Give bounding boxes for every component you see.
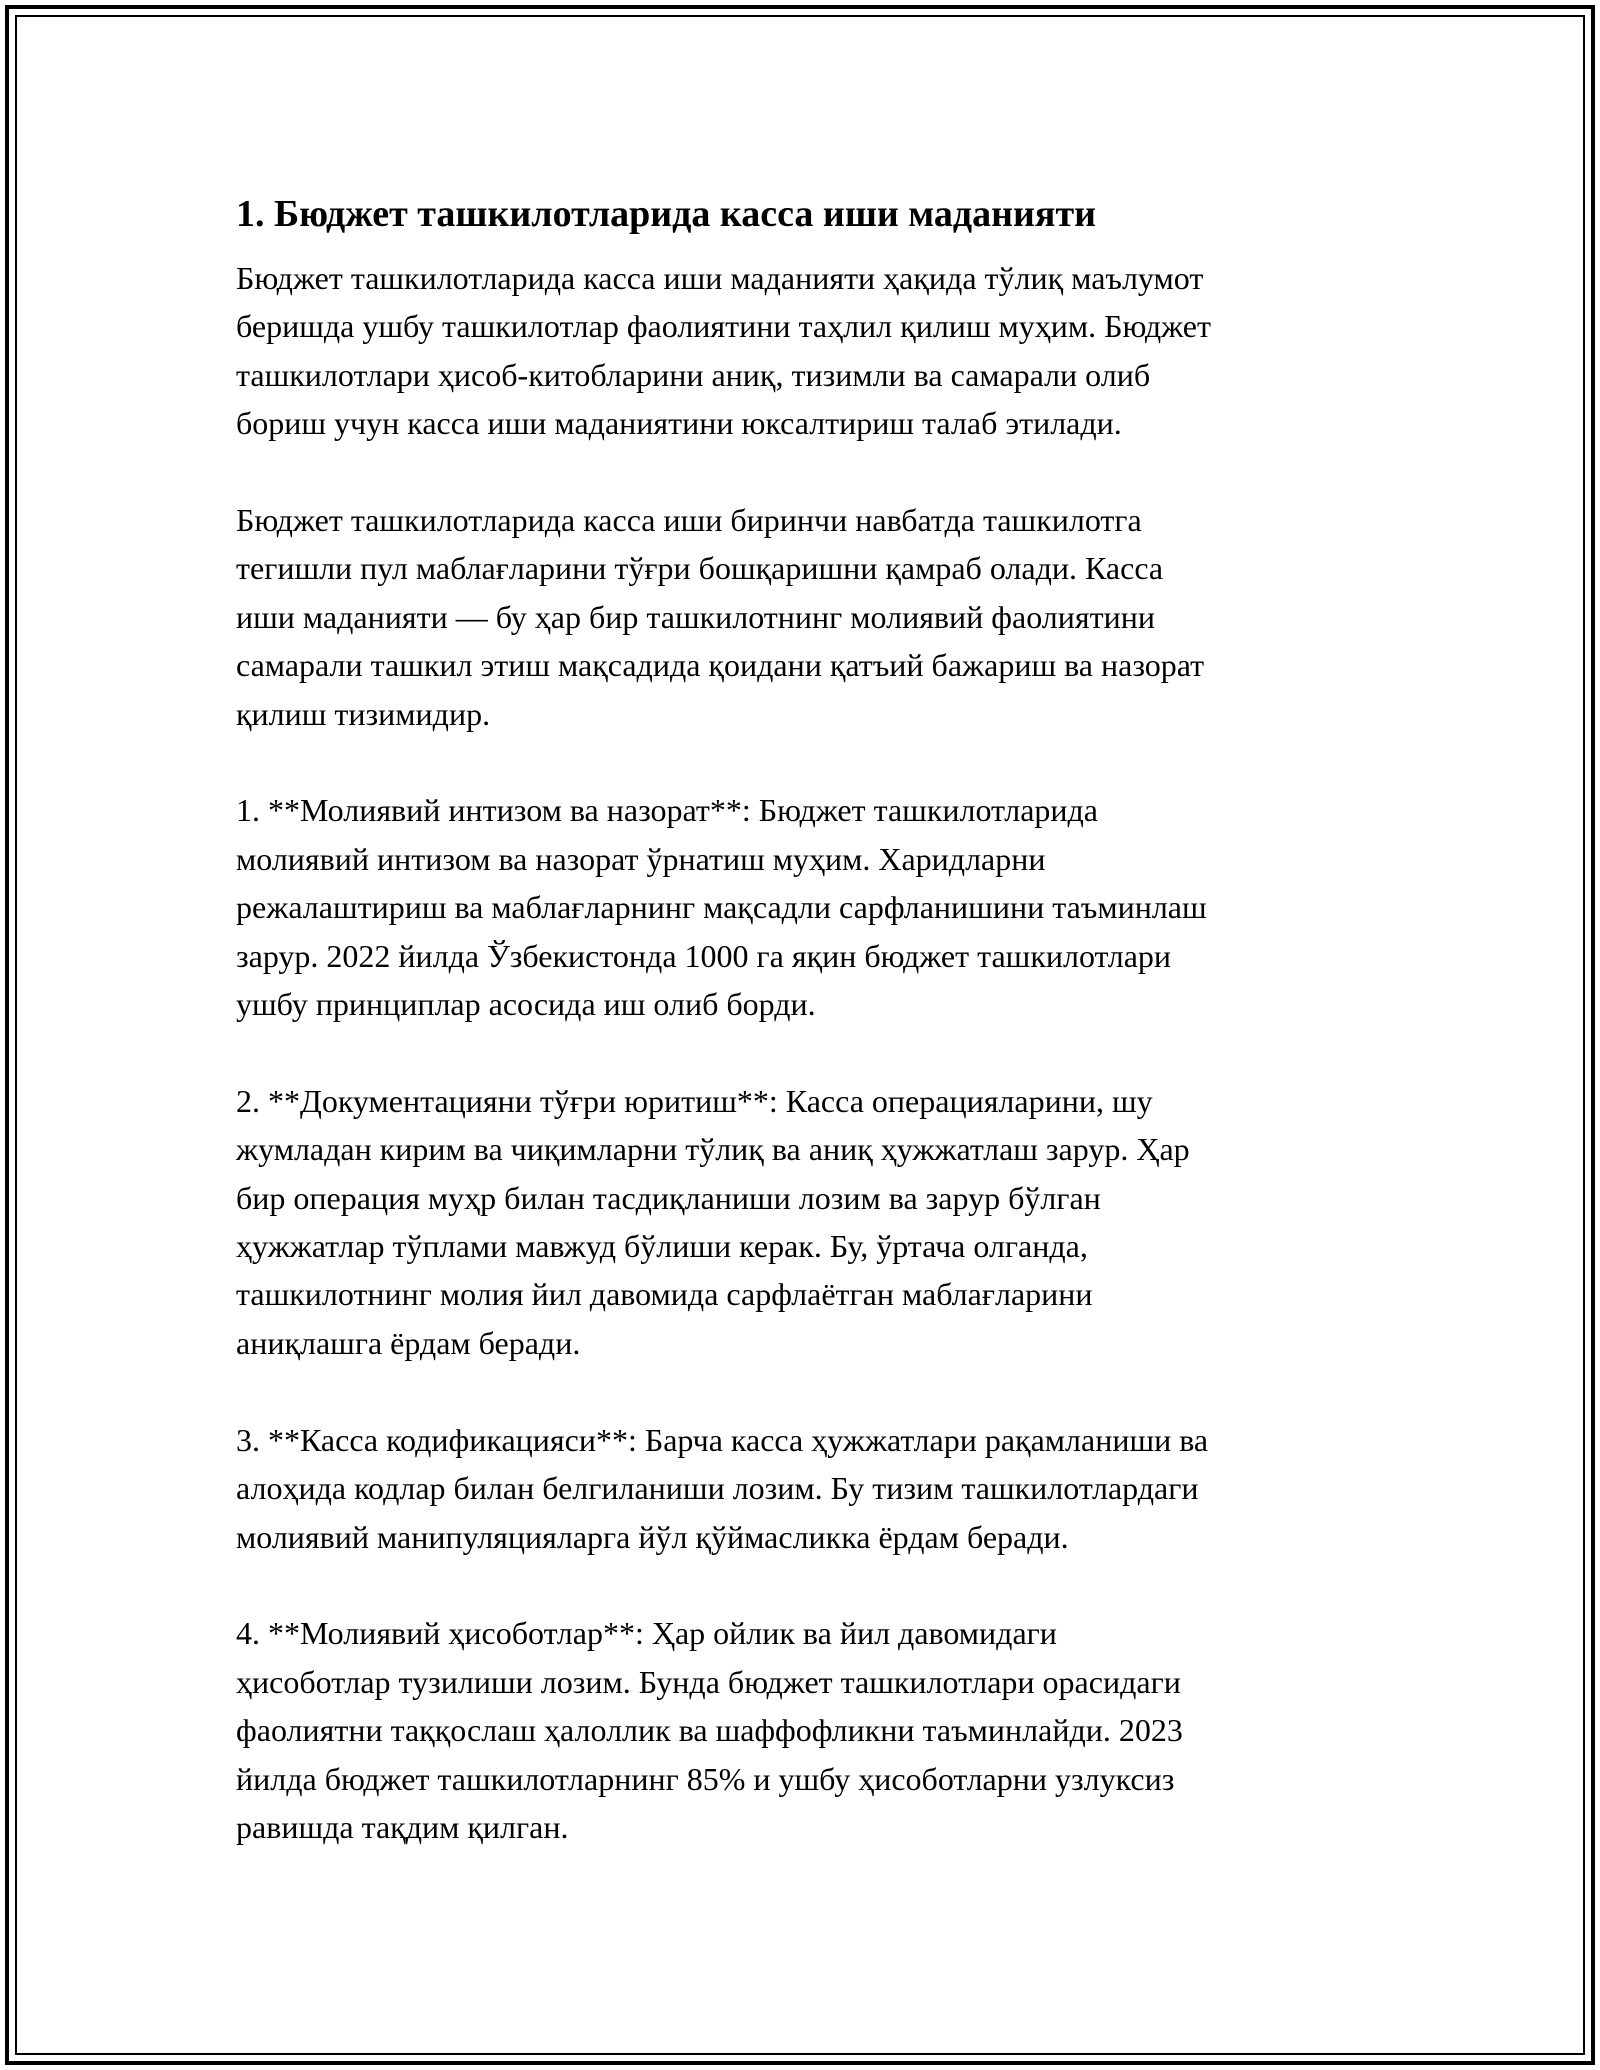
list-item-cash-codification: 3. **Касса кодификацияси**: Барча касса ҳужжатлари рақамланиши ва алоҳида кодлар билан белгиланиши лозим. Бу тизим ташкилотлардаги молиявий манипуляцияларга йўл қўймасликка ёрдам беради. (236, 1421, 1209, 1555)
list-item-documentation: 2. **Документацияни тўғри юритиш**: Касса операцияларини, шу жумладан кирим ва чиқимларни тўлиқ ва аниқ ҳужжатлаш зарур. Ҳар бир операция муҳр билан тасдиқланиши лозим ва зарур бўлган ҳужжатлар тўплами мавжуд бўлиши керак. Бу, ўртача олганда, ташкилотнинг молия йил давомида сарфлаётган маблағларини аниқлашга ёрдам беради. (236, 1082, 1190, 1361)
document-body (236, 186, 1376, 1900)
list-item-financial-reports: 4. **Молиявий ҳисоботлар**: Ҳар ойлик ва йил давомидаги ҳисоботлар тузилиши лозим. Бунда бюджет ташкилотлари орасидаги фаолиятни таққослаш ҳалоллик ва шаффофликни таъминлайди. 2023 йилда бюджет ташкилотларнинг 85% и ушбу ҳисоботларни узлуксиз равишда тақдим қилган. (236, 1615, 1183, 1845)
list-item-financial-discipline: 1. **Молиявий интизом ва назорат**: Бюджет ташкилотларида молиявий интизом ва назорат ўрнатиш муҳим. Харидларни режалаштириш ва маблағларнинг мақсадли сарфланишини таъминлаш зарур. 2022 йилда Ўзбекистонда 1000 га яқин бюджет ташкилотлари ушбу принциплар асосида иш олиб борди. (236, 792, 1207, 1023)
page-title: 1. Бюджет ташкилотларида касса иши маданияти (236, 193, 1097, 235)
paragraph-definition: Бюджет ташкилотларида касса иши биринчи навбатда ташкилотга тегишли пул маблағларини тўғри бошқаришни қамраб олади. Касса иши маданияти — бу ҳар бир ташкилотнинг молиявий фаолиятини самарали ташкил этиш мақсадида қоидани қатъий бажариш ва назорат қилиш тизимидир. (236, 502, 1205, 732)
paragraph-intro: Бюджет ташкилотларида касса иши маданияти ҳақида тўлиқ маълумот беришда ушбу ташкилотлар фаолиятини таҳлил қилиш муҳим. Бюджет ташкилотлари ҳисоб-китобларини аниқ, тизимли ва самарали олиб бориш учун касса иши маданиятини юксалтириш талаб этилади. (236, 260, 1211, 442)
